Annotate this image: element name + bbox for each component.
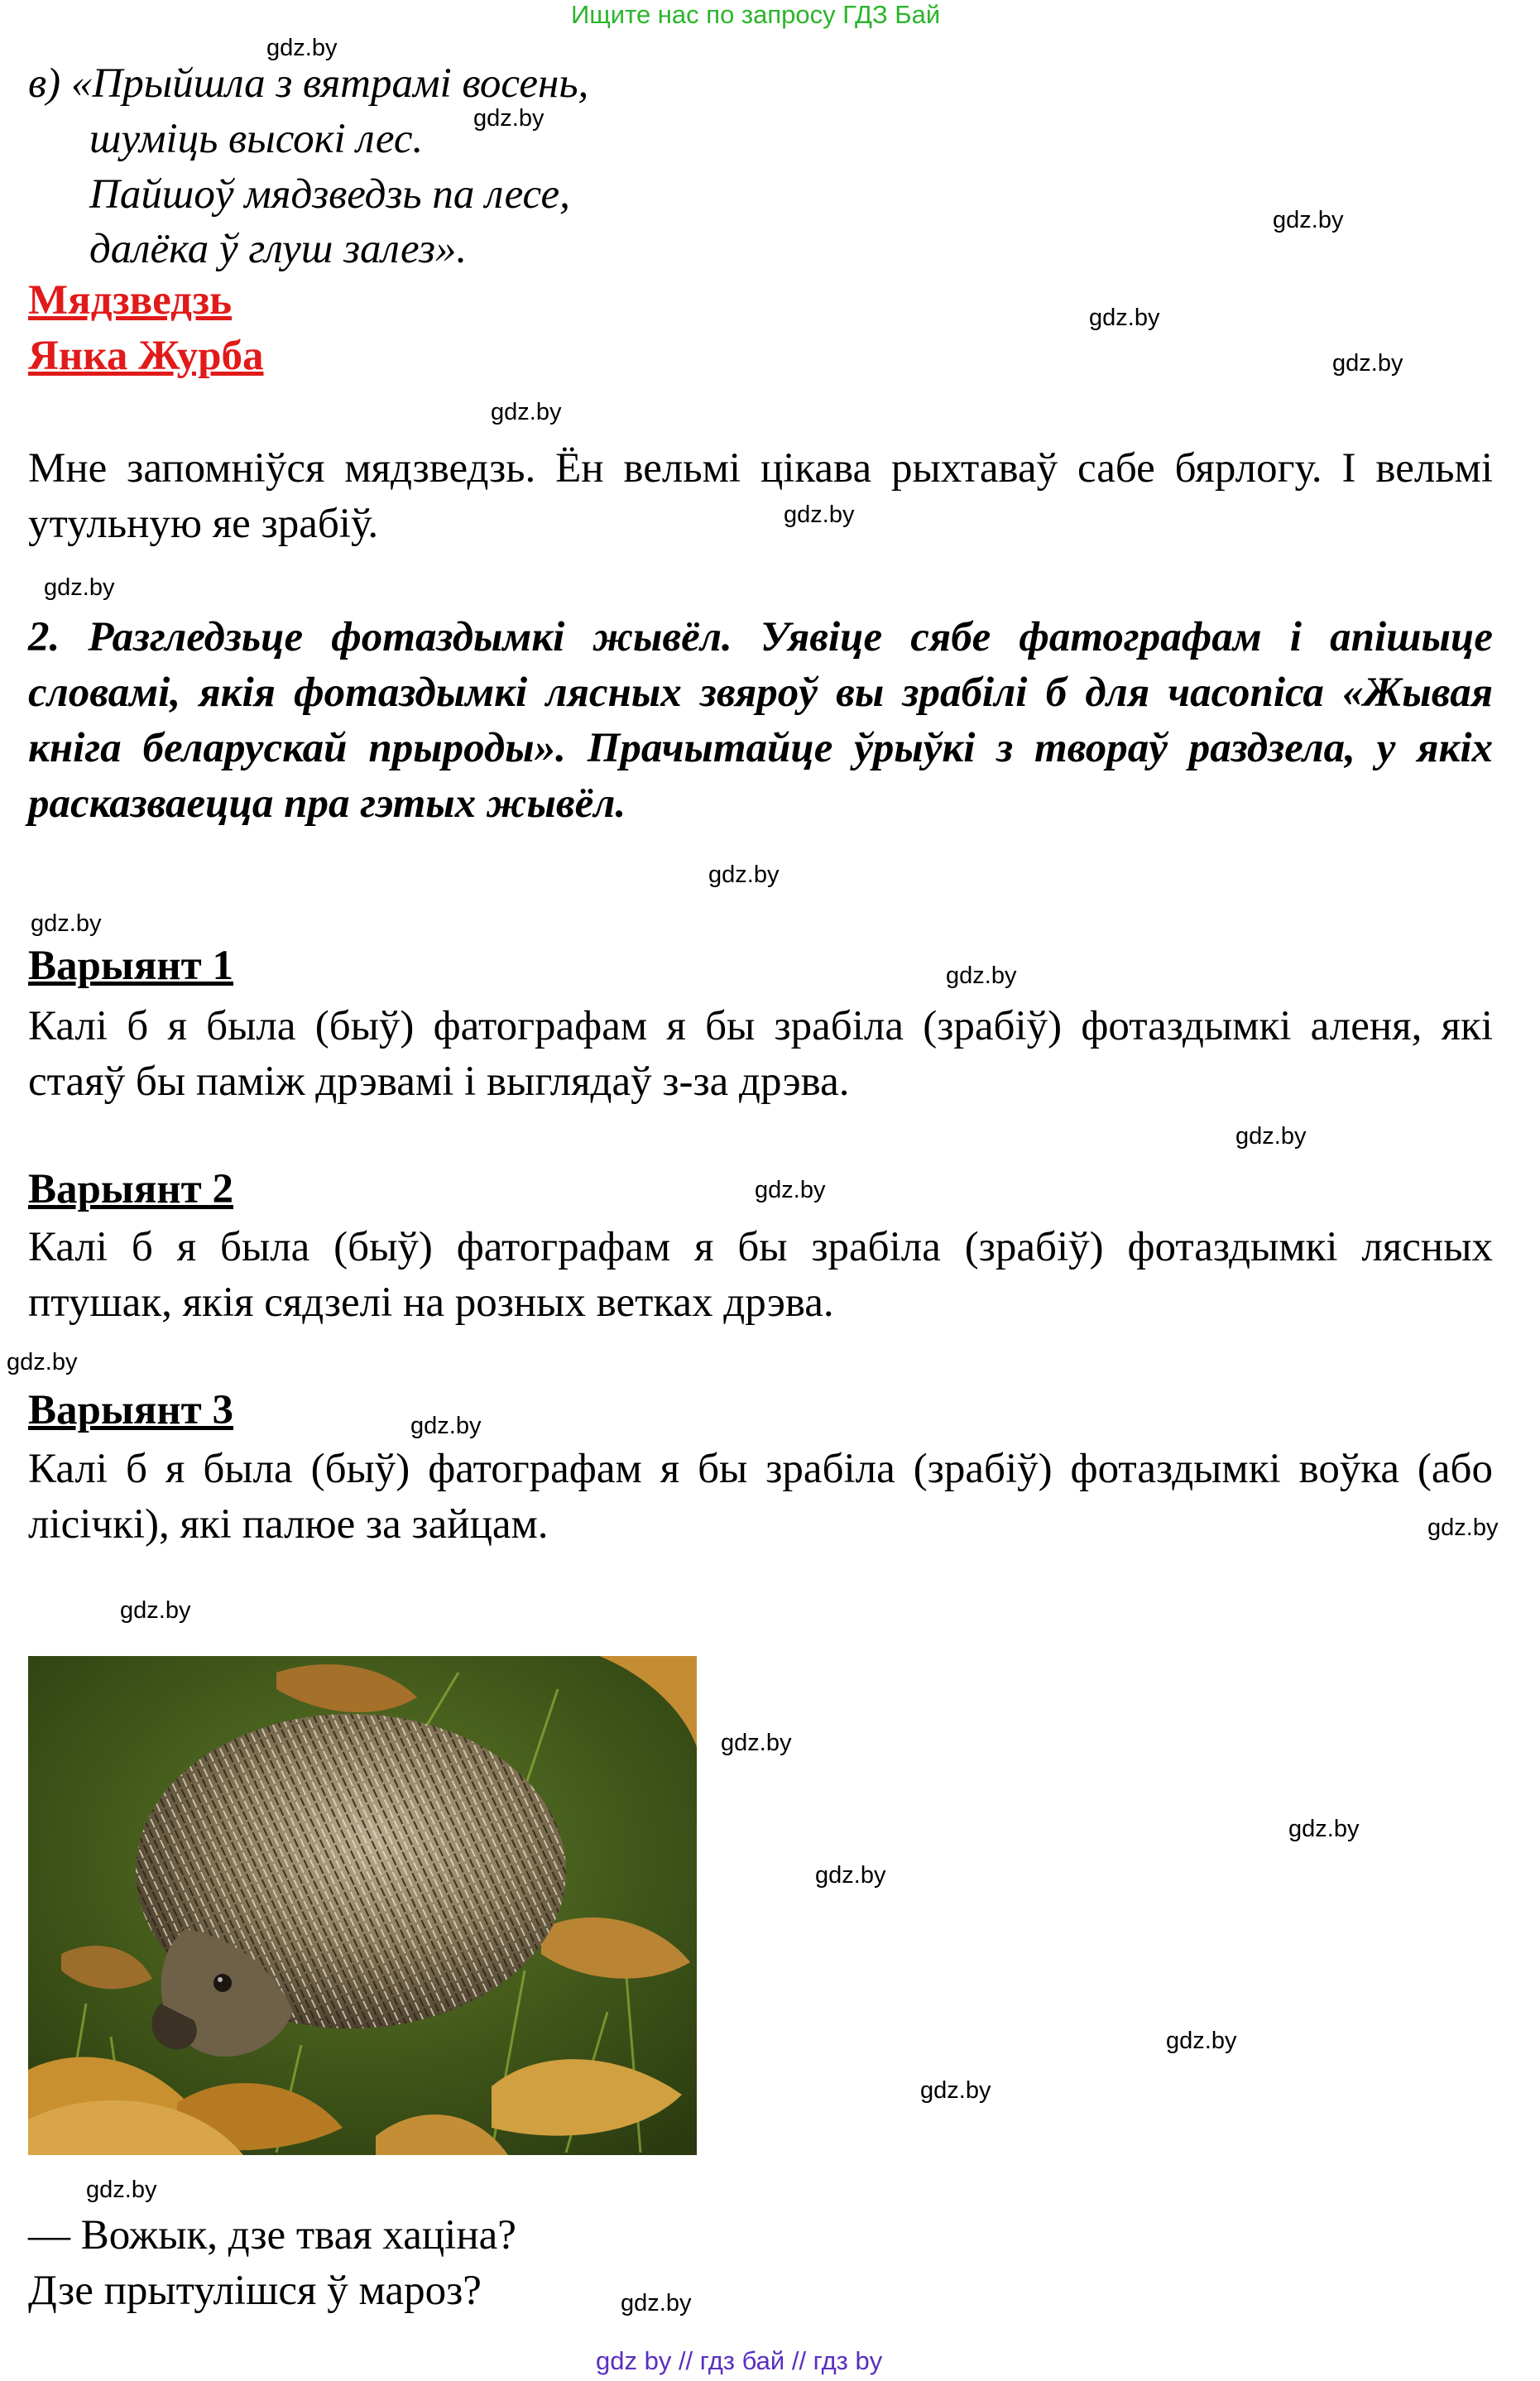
watermark: gdz.by — [1332, 350, 1403, 377]
poem-line: далёка ў глуш залез». — [89, 226, 468, 272]
watermark: gdz.by — [44, 574, 115, 601]
variant-3-text: Калі б я была (быў) фатографам я бы зрабіла (зрабіў) фотаздымкі воўка (або лісічкі), які палюе за зайцам. — [28, 1446, 1493, 1548]
watermark: gdz.by — [946, 962, 1017, 989]
watermark: gdz.by — [784, 502, 855, 528]
watermark: gdz.by — [815, 1862, 886, 1889]
poem-title: Мядзведзь — [28, 277, 233, 324]
poem-line: в) «Прыйшла з вятрамі восень, — [28, 60, 589, 107]
variant-2-text: Калі б я была (быў) фатографам я бы зрабіла (зрабіў) фотаздымкі лясных птушак, якія сядзелі на розных ветках дрэва. — [28, 1224, 1493, 1326]
header-search-hint[interactable]: Ищите нас по запросу ГДЗ Бай — [571, 0, 941, 29]
watermark: gdz.by — [31, 910, 102, 937]
watermark: gdz.by — [1273, 207, 1344, 233]
dialog-line: — Вожык, дзе твая хаціна? — [28, 2212, 516, 2259]
watermark: gdz.by — [491, 399, 562, 425]
watermark: gdz.by — [120, 1597, 191, 1624]
poem-line: шуміць высокі лес. — [89, 116, 424, 162]
poem-author: Янка Журба — [28, 333, 264, 379]
poem-line: Пайшоў мядзведзь па лесе, — [89, 171, 570, 218]
variant-1-title: Варыянт 1 — [28, 943, 233, 989]
watermark: gdz.by — [1089, 305, 1160, 331]
watermark: gdz.by — [1288, 1816, 1360, 1842]
watermark: gdz.by — [473, 105, 545, 132]
variant-1-text: Калі б я была (быў) фатографам я бы зрабіла (зрабіў) фотаздымкі аленя, які стаяў бы паміж дрэвамі і выглядаў з-за дрэва. — [28, 1003, 1493, 1105]
watermark: gdz.by — [1235, 1123, 1307, 1150]
watermark: gdz.by — [266, 35, 338, 61]
watermark: gdz.by — [1427, 1515, 1499, 1541]
watermark: gdz.by — [7, 1349, 78, 1375]
hedgehog-photo — [28, 1656, 697, 2155]
watermark: gdz.by — [721, 1730, 792, 1756]
watermark: gdz.by — [86, 2177, 157, 2203]
watermark: gdz.by — [920, 2077, 991, 2104]
dialog-line: Дзе прытулішся ў мароз? — [28, 2268, 482, 2314]
task-2-text: 2. Разгледзьце фотаздымкі жывёл. Уявіце сябе фатографам і апішыце словамі, якія фотаздымкі лясных звяроў вы зрабілі б для часопіса «Жывая кніга беларускай прыроды». Прачытайце ўрыўкі з твораў раздзела, у якіх расказваецца пра гэтых жывёл. — [28, 614, 1493, 827]
answer-paragraph: Мне запомніўся мядзведзь. Ён вельмі цікава рыхтаваў сабе бярлогу. І вельмі утульную яе зрабіў. — [28, 445, 1493, 547]
watermark: gdz.by — [621, 2290, 692, 2316]
variant-3-title: Варыянт 3 — [28, 1387, 233, 1433]
watermark: gdz.by — [708, 862, 780, 888]
footer-links[interactable]: gdz by // гдз бай // гдз by — [596, 2346, 883, 2375]
watermark: gdz.by — [410, 1413, 482, 1439]
watermark: gdz.by — [755, 1177, 826, 1203]
watermark: gdz.by — [1166, 2028, 1237, 2054]
variant-2-title: Варыянт 2 — [28, 1166, 233, 1212]
